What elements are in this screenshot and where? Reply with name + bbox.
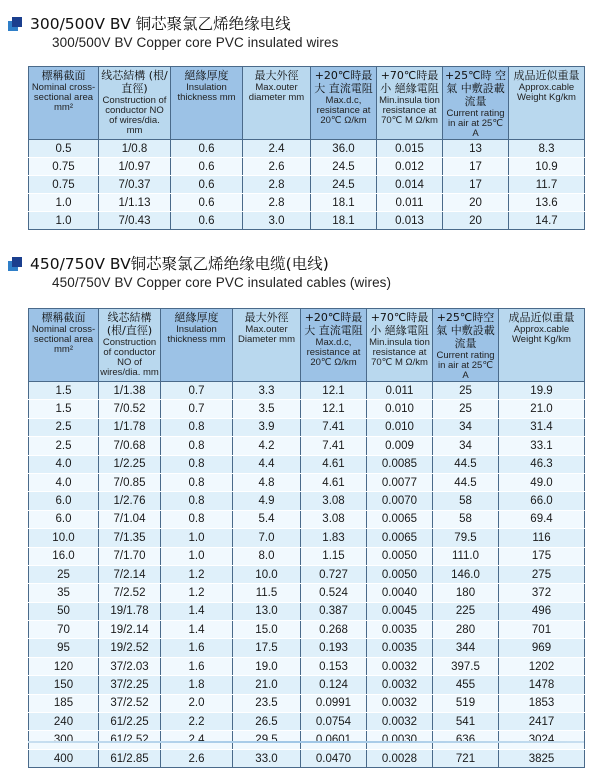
cell-current-rating: 519 <box>433 694 499 712</box>
cell-min-insulation-resistance: 0.010 <box>367 400 433 418</box>
cell-insulation-thickness: 0.6 <box>171 158 243 176</box>
table-row <box>29 158 585 176</box>
cell-approx-weight: 14.7 <box>509 212 585 230</box>
column-header-max-dc-resistance <box>301 309 367 382</box>
column-header-cn: 线芯結構 (根/直徑) <box>101 69 168 95</box>
cell-nominal-area: 0.75 <box>29 176 99 194</box>
cell-min-insulation-resistance: 0.0085 <box>367 455 433 473</box>
cell-min-insulation-resistance: 0.0050 <box>367 565 433 583</box>
table-row <box>29 140 585 158</box>
table-row <box>29 529 585 547</box>
cell-min-insulation-resistance: 0.0032 <box>367 676 433 694</box>
cell-insulation-thickness: 0.7 <box>161 382 233 400</box>
cell-max-dc-resistance: 24.5 <box>311 176 377 194</box>
column-header-max-dc-resistance <box>311 67 377 140</box>
cell-current-rating: 58 <box>433 510 499 528</box>
cell-max-dc-resistance: 0.268 <box>301 621 367 639</box>
spec-table <box>28 308 585 768</box>
table-row <box>29 694 585 712</box>
cell-nominal-area: 4.0 <box>29 455 99 473</box>
cell-min-insulation-resistance: 0.011 <box>377 194 443 212</box>
column-header-en: Approx.cable Weight Kg/km <box>512 324 571 345</box>
bottom-divider <box>28 741 584 743</box>
cell-max-outer-diameter: 33.0 <box>233 749 301 767</box>
cell-current-rating: 280 <box>433 621 499 639</box>
cell-min-insulation-resistance: 0.0035 <box>367 639 433 657</box>
cell-min-insulation-resistance: 0.015 <box>377 140 443 158</box>
cell-insulation-thickness: 0.8 <box>161 492 233 510</box>
cell-approx-weight: 21.0 <box>499 400 585 418</box>
table-row <box>29 657 585 675</box>
cell-approx-weight: 116 <box>499 529 585 547</box>
cell-construction: 7/0.68 <box>99 437 161 455</box>
cell-min-insulation-resistance: 0.013 <box>377 212 443 230</box>
cell-approx-weight: 11.7 <box>509 176 585 194</box>
table-row <box>29 749 585 767</box>
cell-max-outer-diameter: 26.5 <box>233 713 301 731</box>
column-header-approx-weight <box>499 309 585 382</box>
cell-max-dc-resistance: 18.1 <box>311 212 377 230</box>
header-row <box>29 309 585 382</box>
cell-approx-weight: 1478 <box>499 676 585 694</box>
column-header-cn: +70℃時最小 絕緣電阻 <box>370 311 429 337</box>
cell-nominal-area: 16.0 <box>29 547 99 565</box>
table-row <box>29 584 585 602</box>
cell-nominal-area: 70 <box>29 621 99 639</box>
cell-construction: 7/2.14 <box>99 565 161 583</box>
cell-nominal-area: 0.75 <box>29 158 99 176</box>
column-header-en: Min.insula tion resistance at 70℃ M Ω/km <box>379 95 440 126</box>
cell-insulation-thickness: 2.2 <box>161 713 233 731</box>
cell-max-outer-diameter: 4.9 <box>233 492 301 510</box>
cell-max-outer-diameter: 17.5 <box>233 639 301 657</box>
cell-insulation-thickness: 0.6 <box>171 212 243 230</box>
column-header-cn: 线芯結構 (根/直徑) <box>106 311 153 337</box>
cell-construction: 19/2.52 <box>99 639 161 657</box>
cell-approx-weight: 19.9 <box>499 382 585 400</box>
column-header-en: Current rating in air at 25℃ A <box>446 108 505 139</box>
cell-max-outer-diameter: 3.9 <box>233 418 301 436</box>
cell-nominal-area: 0.5 <box>29 140 99 158</box>
cell-nominal-area: 1.0 <box>29 212 99 230</box>
cell-current-rating: 44.5 <box>433 455 499 473</box>
cell-max-outer-diameter: 4.8 <box>233 473 301 491</box>
cell-min-insulation-resistance: 0.0032 <box>367 713 433 731</box>
cell-nominal-area: 2.5 <box>29 418 99 436</box>
cell-construction: 37/2.25 <box>99 676 161 694</box>
cell-insulation-thickness: 0.6 <box>171 140 243 158</box>
cell-max-outer-diameter: 10.0 <box>233 565 301 583</box>
cell-max-dc-resistance: 12.1 <box>301 382 367 400</box>
cell-approx-weight: 8.3 <box>509 140 585 158</box>
cell-current-rating: 344 <box>433 639 499 657</box>
table-row <box>29 510 585 528</box>
cell-min-insulation-resistance: 0.0050 <box>367 547 433 565</box>
cell-insulation-thickness: 0.8 <box>161 510 233 528</box>
cell-nominal-area: 25 <box>29 565 99 583</box>
cell-nominal-area: 120 <box>29 657 99 675</box>
cell-nominal-area: 4.0 <box>29 473 99 491</box>
cell-insulation-thickness: 0.6 <box>171 194 243 212</box>
cell-construction: 19/2.14 <box>99 621 161 639</box>
cell-insulation-thickness: 1.6 <box>161 657 233 675</box>
cell-approx-weight: 10.9 <box>509 158 585 176</box>
cell-insulation-thickness: 1.4 <box>161 602 233 620</box>
cell-insulation-thickness: 2.6 <box>161 749 233 767</box>
cell-insulation-thickness: 1.4 <box>161 621 233 639</box>
cell-current-rating: 34 <box>433 418 499 436</box>
cell-approx-weight: 33.1 <box>499 437 585 455</box>
cell-approx-weight: 31.4 <box>499 418 585 436</box>
cell-max-dc-resistance: 0.387 <box>301 602 367 620</box>
column-header-en: Max.d.c, resistance at 20℃ Ω/km <box>316 95 371 126</box>
column-header-cn: 最大外徑 <box>244 311 289 324</box>
cell-approx-weight: 969 <box>499 639 585 657</box>
column-header-cn: 絕緣厚度 <box>174 311 219 324</box>
cell-max-dc-resistance: 4.61 <box>301 455 367 473</box>
cell-max-outer-diameter: 3.3 <box>233 382 301 400</box>
cell-current-rating: 180 <box>433 584 499 602</box>
cell-nominal-area: 35 <box>29 584 99 602</box>
cell-nominal-area: 10.0 <box>29 529 99 547</box>
table-row <box>29 602 585 620</box>
table-row <box>29 565 585 583</box>
cell-max-dc-resistance: 24.5 <box>311 158 377 176</box>
cell-insulation-thickness: 0.8 <box>161 418 233 436</box>
cell-min-insulation-resistance: 0.0045 <box>367 602 433 620</box>
cell-min-insulation-resistance: 0.012 <box>377 158 443 176</box>
column-header-en: Current rating in air at 25℃ A <box>436 350 495 381</box>
section-title-cn: 300/500V BV 铜芯聚氯乙烯绝缘电线 <box>30 14 600 34</box>
cell-min-insulation-resistance: 0.0032 <box>367 694 433 712</box>
cell-construction: 1/1.13 <box>99 194 171 212</box>
cell-min-insulation-resistance: 0.011 <box>367 382 433 400</box>
section-300-500v <box>0 14 600 227</box>
table-body <box>29 382 585 768</box>
cell-max-dc-resistance: 0.727 <box>301 565 367 583</box>
cell-construction: 61/2.25 <box>99 713 161 731</box>
table-row <box>29 621 585 639</box>
cell-construction: 7/2.52 <box>99 584 161 602</box>
cell-max-outer-diameter: 3.0 <box>243 212 311 230</box>
cell-current-rating: 17 <box>443 176 509 194</box>
column-header-cn: 成品近似重量 <box>508 311 575 324</box>
cell-construction: 61/2.85 <box>99 749 161 767</box>
cell-max-dc-resistance: 0.193 <box>301 639 367 657</box>
cell-construction: 7/0.52 <box>99 400 161 418</box>
cell-current-rating: 111.0 <box>433 547 499 565</box>
cell-max-outer-diameter: 2.4 <box>243 140 311 158</box>
cell-insulation-thickness: 0.8 <box>161 455 233 473</box>
cell-max-dc-resistance: 0.0470 <box>301 749 367 767</box>
cell-current-rating: 79.5 <box>433 529 499 547</box>
cell-current-rating: 721 <box>433 749 499 767</box>
cell-max-outer-diameter: 2.8 <box>243 176 311 194</box>
cell-max-dc-resistance: 4.61 <box>301 473 367 491</box>
cell-max-outer-diameter: 19.0 <box>233 657 301 675</box>
cell-insulation-thickness: 1.0 <box>161 529 233 547</box>
cell-construction: 37/2.52 <box>99 694 161 712</box>
cell-construction: 1/0.8 <box>99 140 171 158</box>
cell-current-rating: 13 <box>443 140 509 158</box>
cell-max-dc-resistance: 36.0 <box>311 140 377 158</box>
cell-min-insulation-resistance: 0.0077 <box>367 473 433 491</box>
cell-max-dc-resistance: 7.41 <box>301 418 367 436</box>
cell-construction: 7/0.85 <box>99 473 161 491</box>
column-header-cn: +25℃時空氣 中敷設載流量 <box>436 311 495 350</box>
header-row <box>29 67 585 140</box>
cell-current-rating: 455 <box>433 676 499 694</box>
cell-approx-weight: 66.0 <box>499 492 585 510</box>
column-header-cn: +20℃時最大 直流電阻 <box>304 311 363 337</box>
column-header-cn: 絕緣厚度 <box>184 69 229 82</box>
cell-current-rating: 20 <box>443 194 509 212</box>
column-header-en: Min.insula tion resistance at 70℃ M Ω/km <box>369 337 430 368</box>
cell-nominal-area: 1.5 <box>29 400 99 418</box>
column-header-cn: 最大外徑 <box>254 69 299 82</box>
cell-current-rating: 44.5 <box>433 473 499 491</box>
column-header-max-outer-diameter <box>243 67 311 140</box>
cell-approx-weight: 1202 <box>499 657 585 675</box>
cell-max-dc-resistance: 3.08 <box>301 510 367 528</box>
cell-construction: 7/1.70 <box>99 547 161 565</box>
cell-approx-weight: 13.6 <box>509 194 585 212</box>
cell-construction: 1/1.38 <box>99 382 161 400</box>
cell-insulation-thickness: 1.2 <box>161 584 233 602</box>
cell-max-outer-diameter: 2.8 <box>243 194 311 212</box>
cell-max-outer-diameter: 15.0 <box>233 621 301 639</box>
cell-nominal-area: 1.0 <box>29 194 99 212</box>
cell-min-insulation-resistance: 0.014 <box>377 176 443 194</box>
cell-approx-weight: 46.3 <box>499 455 585 473</box>
cell-current-rating: 34 <box>433 437 499 455</box>
cell-min-insulation-resistance: 0.0065 <box>367 510 433 528</box>
cell-current-rating: 225 <box>433 602 499 620</box>
table-row <box>29 473 585 491</box>
cell-max-dc-resistance: 0.124 <box>301 676 367 694</box>
column-header-insulation-thickness <box>161 309 233 382</box>
column-header-min-insulation-resistance <box>377 67 443 140</box>
cell-insulation-thickness: 1.8 <box>161 676 233 694</box>
column-header-cn: 標稱截面 <box>41 69 86 82</box>
cell-max-dc-resistance: 12.1 <box>301 400 367 418</box>
cell-max-dc-resistance: 3.08 <box>301 492 367 510</box>
table-body <box>29 140 585 230</box>
cell-max-dc-resistance: 0.0991 <box>301 694 367 712</box>
cell-nominal-area: 50 <box>29 602 99 620</box>
cell-min-insulation-resistance: 0.0028 <box>367 749 433 767</box>
column-header-nominal-area <box>29 67 99 140</box>
column-header-en: Nominal cross-sectional area mm² <box>31 324 96 355</box>
column-header-en: Insulation thickness mm <box>167 324 226 345</box>
cell-nominal-area: 95 <box>29 639 99 657</box>
column-header-cn: 成品近似重量 <box>513 69 580 82</box>
table-row <box>29 455 585 473</box>
cell-current-rating: 25 <box>433 382 499 400</box>
cell-approx-weight: 496 <box>499 602 585 620</box>
cell-max-outer-diameter: 11.5 <box>233 584 301 602</box>
cell-max-outer-diameter: 2.6 <box>243 158 311 176</box>
cell-construction: 7/1.35 <box>99 529 161 547</box>
column-header-approx-weight <box>509 67 585 140</box>
cell-nominal-area: 185 <box>29 694 99 712</box>
cell-insulation-thickness: 0.6 <box>171 176 243 194</box>
column-header-cn: +20℃時最大 直流電阻 <box>314 69 373 95</box>
table-row <box>29 492 585 510</box>
cell-max-outer-diameter: 4.2 <box>233 437 301 455</box>
column-header-en: Insulation thickness mm <box>177 82 236 103</box>
section-title-en: 300/500V BV Copper core PVC insulated wires <box>52 35 339 50</box>
cell-nominal-area: 400 <box>29 749 99 767</box>
cell-current-rating: 25 <box>433 400 499 418</box>
cell-max-dc-resistance: 1.15 <box>301 547 367 565</box>
cell-insulation-thickness: 1.2 <box>161 565 233 583</box>
section-title-en: 450/750V BV Copper core PVC insulated cables (wires) <box>52 275 392 290</box>
cell-construction: 1/1.78 <box>99 418 161 436</box>
cell-max-outer-diameter: 7.0 <box>233 529 301 547</box>
column-header-en: Max.outer diameter mm <box>248 82 305 103</box>
cell-current-rating: 17 <box>443 158 509 176</box>
cell-construction: 1/0.97 <box>99 158 171 176</box>
cell-construction: 7/1.04 <box>99 510 161 528</box>
cell-max-outer-diameter: 13.0 <box>233 602 301 620</box>
cell-approx-weight: 69.4 <box>499 510 585 528</box>
column-header-insulation-thickness <box>171 67 243 140</box>
cell-max-outer-diameter: 3.5 <box>233 400 301 418</box>
cell-nominal-area: 6.0 <box>29 510 99 528</box>
cell-nominal-area: 240 <box>29 713 99 731</box>
cell-insulation-thickness: 0.8 <box>161 437 233 455</box>
cell-max-outer-diameter: 4.4 <box>233 455 301 473</box>
spec-table <box>28 66 585 230</box>
cell-insulation-thickness: 0.7 <box>161 400 233 418</box>
column-header-en: Max.outer Diameter mm <box>237 324 295 345</box>
cell-approx-weight: 701 <box>499 621 585 639</box>
square-bullet-icon <box>8 17 22 31</box>
table-row <box>29 176 585 194</box>
table-row <box>29 639 585 657</box>
section-450-750v <box>0 254 600 765</box>
cell-nominal-area: 1.5 <box>29 382 99 400</box>
table-row <box>29 212 585 230</box>
cell-insulation-thickness: 1.6 <box>161 639 233 657</box>
cell-max-outer-diameter: 8.0 <box>233 547 301 565</box>
table-row <box>29 713 585 731</box>
section-title-cn: 450/750V BV铜芯聚氯乙烯绝缘电缆(电线) <box>30 254 600 274</box>
column-header-cn: +25℃時 空氣 中敷設載流量 <box>444 69 507 108</box>
cell-current-rating: 58 <box>433 492 499 510</box>
table-row <box>29 382 585 400</box>
table-row <box>29 400 585 418</box>
cell-approx-weight: 175 <box>499 547 585 565</box>
column-header-en: Max.d.c, resistance at 20℃ Ω/km <box>306 337 361 368</box>
cell-nominal-area: 6.0 <box>29 492 99 510</box>
column-header-current-rating <box>443 67 509 140</box>
cell-construction: 1/2.76 <box>99 492 161 510</box>
table-row <box>29 194 585 212</box>
cell-max-outer-diameter: 21.0 <box>233 676 301 694</box>
column-header-current-rating <box>433 309 499 382</box>
cell-current-rating: 541 <box>433 713 499 731</box>
cell-insulation-thickness: 0.8 <box>161 473 233 491</box>
cell-current-rating: 20 <box>443 212 509 230</box>
cell-construction: 37/2.03 <box>99 657 161 675</box>
cell-min-insulation-resistance: 0.0070 <box>367 492 433 510</box>
column-header-cn: 標稱截面 <box>41 311 86 324</box>
column-header-cn: +70℃時最小 絕緣電阻 <box>380 69 439 95</box>
column-header-construction <box>99 67 171 140</box>
cell-max-outer-diameter: 5.4 <box>233 510 301 528</box>
column-header-en: Construction of conductor NO of wires/dia. mm <box>102 95 167 136</box>
cell-max-outer-diameter: 23.5 <box>233 694 301 712</box>
column-header-max-outer-diameter <box>233 309 301 382</box>
column-header-en: Approx.cable Weight Kg/km <box>517 82 576 103</box>
cell-min-insulation-resistance: 0.009 <box>367 437 433 455</box>
cell-max-dc-resistance: 0.524 <box>301 584 367 602</box>
table-row <box>29 547 585 565</box>
table-row <box>29 437 585 455</box>
table-row <box>29 418 585 436</box>
column-header-en: Nominal cross-sectional area mm² <box>31 82 96 113</box>
cell-max-dc-resistance: 18.1 <box>311 194 377 212</box>
cell-approx-weight: 2417 <box>499 713 585 731</box>
cell-current-rating: 146.0 <box>433 565 499 583</box>
column-header-nominal-area <box>29 309 99 382</box>
cell-approx-weight: 3825 <box>499 749 585 767</box>
cell-construction: 7/0.43 <box>99 212 171 230</box>
cell-approx-weight: 1853 <box>499 694 585 712</box>
cell-min-insulation-resistance: 0.010 <box>367 418 433 436</box>
cell-max-dc-resistance: 0.153 <box>301 657 367 675</box>
column-header-en: Construction of conductor NO of wires/dia. mm <box>100 337 159 378</box>
cell-construction: 1/2.25 <box>99 455 161 473</box>
cell-max-dc-resistance: 7.41 <box>301 437 367 455</box>
column-header-min-insulation-resistance <box>367 309 433 382</box>
cell-min-insulation-resistance: 0.0035 <box>367 621 433 639</box>
cell-nominal-area: 150 <box>29 676 99 694</box>
square-bullet-icon <box>8 257 22 271</box>
table-row <box>29 676 585 694</box>
cell-approx-weight: 275 <box>499 565 585 583</box>
cell-construction: 19/1.78 <box>99 602 161 620</box>
cell-insulation-thickness: 1.0 <box>161 547 233 565</box>
cell-max-dc-resistance: 0.0754 <box>301 713 367 731</box>
cell-nominal-area: 2.5 <box>29 437 99 455</box>
cell-approx-weight: 372 <box>499 584 585 602</box>
cell-min-insulation-resistance: 0.0040 <box>367 584 433 602</box>
column-header-construction <box>99 309 161 382</box>
cell-approx-weight: 49.0 <box>499 473 585 491</box>
cell-current-rating: 397.5 <box>433 657 499 675</box>
cell-min-insulation-resistance: 0.0065 <box>367 529 433 547</box>
cell-insulation-thickness: 2.0 <box>161 694 233 712</box>
cell-max-dc-resistance: 1.83 <box>301 529 367 547</box>
cell-min-insulation-resistance: 0.0032 <box>367 657 433 675</box>
cell-construction: 7/0.37 <box>99 176 171 194</box>
